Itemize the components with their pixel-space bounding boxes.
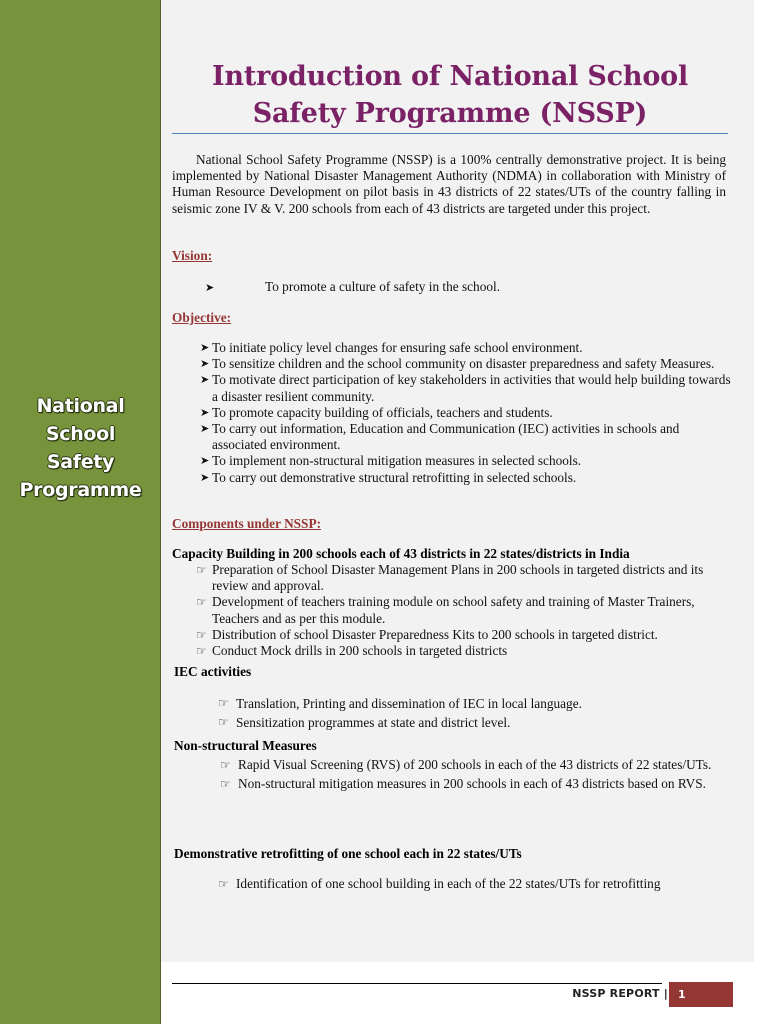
arrow-bullet-icon: ➤ [200, 358, 210, 371]
components-heading: Components under NSSP: [172, 516, 322, 531]
list-item [196, 627, 736, 643]
retrofitting-heading: Demonstrative retrofitting of one school each in 22 states/UTs [174, 846, 522, 861]
arrow-bullet-icon: ➤ [200, 471, 210, 484]
list-item [172, 340, 732, 356]
iec-item-text: Sensitization programmes at state and district level. [236, 715, 511, 730]
sidebar-panel [0, 0, 161, 1024]
non-structural-heading: Non-structural Measures [174, 738, 317, 753]
arrow-bullet-icon: ➤ [200, 406, 210, 419]
page-title-line-1: Introduction of National School [211, 61, 689, 92]
arrow-bullet-icon: ➤ [200, 423, 210, 436]
objective-item-text: To initiate policy level changes for ensuring safe school environment. [212, 340, 583, 355]
capacity-item-text: Conduct Mock drills in 200 schools in targeted districts [212, 643, 508, 659]
list-item [218, 694, 738, 713]
pointing-hand-icon: ☞ [196, 627, 207, 642]
pointing-hand-icon: ☞ [220, 776, 231, 791]
pointing-hand-icon: ☞ [220, 758, 231, 772]
list-item [172, 421, 732, 453]
objective-item-text: To promote capacity building of officials, teachers and students. [212, 404, 553, 420]
intro-paragraph: National School Safety Programme (NSSP) is a 100% centrally demonstrative project. It is being implemented by National Disaster Management Authority (NDMA) in collaboration with Ministry of Human Resource Development on pilot basis in 43 districts of 22 states/UTs of the country falling in seismic zone IV & V. 200 schools from each of 43 districts are targeted under this project. [172, 152, 726, 216]
iec-item-text: Translation, Printing and dissemination of IEC in local language. [236, 696, 582, 711]
list-item [196, 643, 736, 659]
sidebar-title-line: Programme [19, 479, 142, 501]
retrofitting-list [218, 876, 738, 892]
list-item [172, 470, 732, 486]
list-item [172, 372, 732, 404]
sidebar-title-line: School [45, 423, 116, 445]
list-item [196, 594, 736, 626]
page-title-line-2: Safety Programme (NSSP) [252, 98, 648, 129]
capacity-item-text: Distribution of school Disaster Preparedness Kits to 200 schools in targeted district. [212, 626, 658, 642]
capacity-item-text: Preparation of School Disaster Management Plans in 200 schools in targeted districts and its review and approval. [212, 562, 704, 594]
arrow-bullet-icon: ➤ [200, 342, 210, 354]
pointing-hand-icon: ☞ [218, 715, 229, 729]
list-item [218, 713, 738, 732]
list-item [220, 775, 736, 794]
list-item [196, 562, 736, 594]
footer-report-label: NSSP REPORT | [572, 987, 668, 1000]
vision-item-text: To promote a culture of safety in the school. [265, 279, 501, 294]
list-item [172, 453, 732, 469]
arrow-bullet-icon: ➤ [205, 282, 215, 294]
pointing-hand-icon: ☞ [218, 696, 229, 710]
page-number-badge: 1 [669, 982, 733, 1007]
list-item [218, 876, 738, 892]
retrofitting-item-text: Identification of one school building in each of the 22 states/UTs for retrofitting [236, 876, 661, 891]
arrow-bullet-icon: ➤ [200, 455, 210, 468]
objective-item-text: To carry out information, Education and Communication (IEC) activities in schools and associated environment. [212, 421, 680, 453]
iec-heading: IEC activities [174, 664, 252, 679]
pointing-hand-icon: ☞ [196, 563, 207, 577]
iec-list [218, 694, 738, 732]
arrow-bullet-icon: ➤ [200, 374, 210, 387]
list-item [172, 405, 732, 421]
objective-list [172, 340, 732, 486]
non-structural-list [220, 756, 736, 793]
sidebar-title [0, 392, 161, 504]
objective-heading: Objective: [172, 310, 232, 325]
pointing-hand-icon: ☞ [196, 644, 207, 659]
objective-item-text: To motivate direct participation of key stakeholders in activities that would help building towards a disaster resilient community. [212, 372, 731, 404]
objective-item-text: To implement non-structural mitigation measures in selected schools. [212, 453, 582, 469]
capacity-building-list [196, 562, 736, 659]
sidebar-title-line: National [36, 395, 125, 417]
sidebar-title-line: Safety [46, 451, 115, 473]
pointing-hand-icon: ☞ [218, 877, 229, 891]
capacity-item-text: Development of teachers training module on school safety and training of Master Trainers, Teachers and as per this module. [212, 594, 695, 626]
footer-divider [172, 983, 662, 984]
vision-heading: Vision: [172, 248, 213, 263]
page-title [172, 58, 728, 132]
vision-item [205, 279, 500, 295]
title-divider [172, 133, 728, 134]
objective-item-text: To carry out demonstrative structural retrofitting in selected schools. [212, 469, 577, 485]
list-item [172, 356, 732, 372]
non-structural-item-text: Rapid Visual Screening (RVS) of 200 schools in each of the 43 districts of 22 states/UTs. [238, 757, 712, 772]
capacity-building-heading: Capacity Building in 200 schools each of 43 districts in 22 states/districts in India [172, 546, 630, 561]
list-item [220, 756, 736, 775]
objective-item-text: To sensitize children and the school community on disaster preparedness and safety Measures. [212, 356, 715, 372]
pointing-hand-icon: ☞ [196, 595, 207, 610]
non-structural-item-text: Non-structural mitigation measures in 200 schools in each of 43 districts based on RVS. [238, 775, 706, 791]
